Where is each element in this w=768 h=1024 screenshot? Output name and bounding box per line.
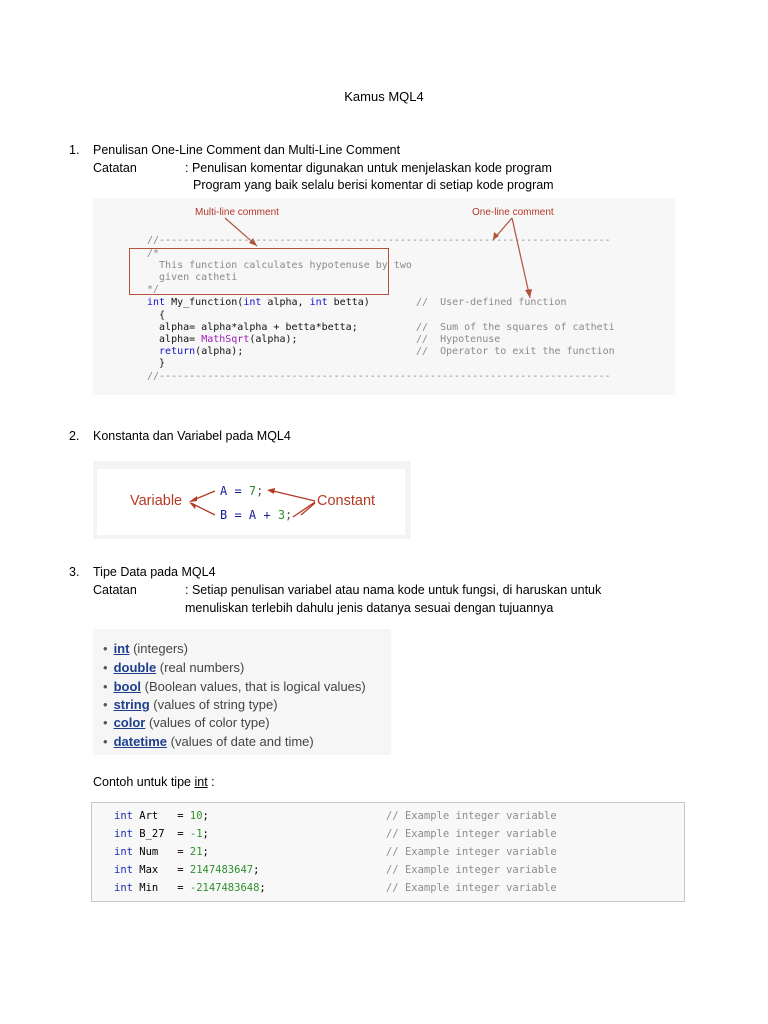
type-desc-datetime: (values of date and time)	[167, 734, 314, 749]
section-1-number: 1.	[69, 143, 80, 157]
type-link-int[interactable]: int	[113, 641, 130, 656]
code-semicolon: ;	[202, 846, 209, 858]
eq-const-3: 3	[277, 508, 286, 522]
type-link-string[interactable]: string	[113, 697, 150, 712]
code-comment-body-2: given catheti	[147, 272, 238, 283]
code-semicolon: ;	[202, 828, 209, 840]
code-comment: // Example integer variable	[386, 846, 557, 858]
code-comment: // Example integer variable	[386, 882, 557, 894]
variable-constant-figure	[93, 461, 411, 539]
eq-const-7: 7	[248, 484, 257, 498]
code-function-name: My_function(	[165, 297, 244, 308]
code-comment-exit: // Operator to exit the function	[416, 346, 615, 357]
code-keyword-int: int	[114, 810, 133, 822]
code-keyword-return: return	[147, 346, 196, 357]
code-keyword-int-3: int	[309, 297, 328, 308]
code-line-sqrt	[147, 334, 298, 345]
code-value: 2147483647	[189, 864, 254, 876]
code-comment-sum: // Sum of the squares of catheti	[416, 322, 615, 333]
list-item-color	[103, 715, 270, 730]
bullet-icon: •	[103, 715, 108, 730]
example-heading-text: Contoh untuk tipe	[93, 775, 195, 789]
code-keyword-int: int	[147, 297, 166, 308]
code-mathsqrt: MathSqrt	[201, 334, 250, 345]
constant-arrow-3	[301, 503, 315, 515]
code-var-name: Max =	[132, 864, 190, 876]
code-assign: alpha=	[147, 334, 202, 345]
code-comment-open: /*	[147, 248, 160, 259]
section-1-note-label: Catatan	[93, 161, 137, 175]
code-semicolon: ;	[259, 882, 266, 894]
list-item-datetime	[103, 734, 314, 749]
constant-arrowhead-7	[267, 488, 275, 494]
code-var-name: Min =	[132, 882, 190, 894]
code-row	[114, 864, 259, 876]
bullet-icon: •	[103, 734, 108, 749]
section-3-number: 3.	[69, 565, 80, 579]
code-keyword-int: int	[114, 846, 133, 858]
code-param-alpha: alpha,	[261, 297, 310, 308]
list-item-bool	[103, 679, 366, 694]
type-link-bool[interactable]: bool	[113, 679, 141, 694]
bullet-icon: •	[103, 697, 108, 712]
example-heading	[93, 775, 215, 789]
type-desc-int: (integers)	[129, 641, 188, 656]
code-keyword-int: int	[114, 882, 133, 894]
section-2-heading: Konstanta dan Variabel pada MQL4	[93, 429, 291, 443]
section-3-note-line-1: : Setiap penulisan variabel atau nama kode untuk fungsi, di haruskan untuk	[185, 583, 602, 597]
code-comment: // Example integer variable	[386, 828, 557, 840]
type-link-datetime[interactable]: datetime	[113, 734, 168, 749]
constant-arrow-7	[269, 490, 315, 501]
code-brace-close: }	[147, 358, 166, 369]
code-comment-close: */	[147, 284, 160, 295]
code-comment: // Example integer variable	[386, 864, 557, 876]
type-desc-string: (values of string type)	[149, 697, 278, 712]
code-row	[114, 810, 209, 822]
type-desc-double: (real numbers)	[156, 660, 245, 675]
eq-semi-b: ;	[285, 508, 293, 522]
code-brace-open: {	[147, 310, 166, 321]
document-title: Kamus MQL4	[344, 89, 424, 104]
code-line-return	[147, 346, 243, 357]
bullet-icon: •	[103, 679, 108, 694]
code-row	[114, 882, 266, 894]
code-param-betta: betta)	[327, 297, 370, 308]
code-return-arg: (alpha);	[195, 346, 244, 357]
bullet-icon: •	[103, 641, 108, 656]
code-sqrt-arg: (alpha);	[249, 334, 298, 345]
code-keyword-int: int	[114, 828, 133, 840]
code-comment-user-defined: // User-defined function	[416, 297, 567, 308]
type-desc-color: (values of color type)	[145, 715, 270, 730]
variable-arrowhead-a	[189, 496, 197, 502]
one-line-arrow-2	[512, 218, 530, 298]
constant-label: Constant	[317, 493, 376, 509]
code-row	[114, 828, 209, 840]
code-dash-line-bottom: //---------------------------------------------------------------------------	[147, 371, 611, 382]
int-example-code-block	[91, 802, 685, 902]
code-value: 21	[189, 846, 203, 858]
list-item-double	[103, 660, 244, 675]
section-1-heading: Penulisan One-Line Comment dan Multi-Line Comment	[93, 143, 401, 157]
equation-a	[220, 484, 263, 498]
code-semicolon: ;	[253, 864, 260, 876]
code-value: 10	[189, 810, 203, 822]
section-3-heading: Tipe Data pada MQL4	[93, 565, 216, 579]
code-comment-body-1: This function calculates hypotenuse by two	[147, 260, 412, 271]
code-var-name: Num =	[132, 846, 190, 858]
eq-expr-b: = A +	[227, 508, 278, 522]
eq-var-a: A	[220, 484, 228, 498]
code-signature	[147, 297, 370, 308]
code-comment: // Example integer variable	[386, 810, 557, 822]
code-keyword-int: int	[114, 864, 133, 876]
code-value: -1	[189, 828, 203, 840]
constant-arrow-plus	[293, 502, 315, 517]
type-desc-bool: (Boolean values, that is logical values)	[141, 679, 366, 694]
type-link-color[interactable]: color	[113, 715, 146, 730]
section-2-number: 2.	[69, 429, 80, 443]
code-keyword-int-2: int	[243, 297, 262, 308]
section-3-note-line-2: menuliskan terlebih dahulu jenis datanya sesuai dengan tujuannya	[185, 601, 554, 615]
code-comment-hypotenuse: // Hypotenuse	[416, 334, 501, 345]
code-value: -2147483648	[189, 882, 260, 894]
code-var-name: B_27 =	[132, 828, 190, 840]
code-dash-line-top: //---------------------------------------------------------------------------	[147, 235, 611, 246]
code-line-sum: alpha= alpha*alpha + betta*betta;	[147, 322, 358, 333]
section-1-note-line-2: Program yang baik selalu berisi komentar di setiap kode program	[193, 178, 554, 192]
type-link-double[interactable]: double	[113, 660, 157, 675]
comment-example-figure	[93, 198, 675, 395]
multi-line-comment-annotation: Multi-line comment	[195, 207, 279, 218]
list-item-string	[103, 697, 278, 712]
example-heading-colon: :	[207, 775, 215, 789]
bullet-icon: •	[103, 660, 108, 675]
code-row	[114, 846, 209, 858]
code-var-name: Art =	[132, 810, 190, 822]
variable-label: Variable	[130, 493, 183, 509]
example-heading-keyword: int	[194, 775, 208, 789]
eq-var-b: B	[220, 508, 228, 522]
code-semicolon: ;	[202, 810, 209, 822]
section-3-note-label: Catatan	[93, 583, 137, 597]
one-line-comment-annotation: One-line comment	[472, 207, 554, 218]
eq-equals-a: =	[227, 484, 249, 498]
list-item-int	[103, 641, 188, 656]
eq-semi-a: ;	[256, 484, 264, 498]
equation-b	[220, 508, 292, 522]
section-1-note-line-1: : Penulisan komentar digunakan untuk menjelaskan kode program	[185, 161, 552, 175]
data-types-list	[93, 629, 391, 755]
